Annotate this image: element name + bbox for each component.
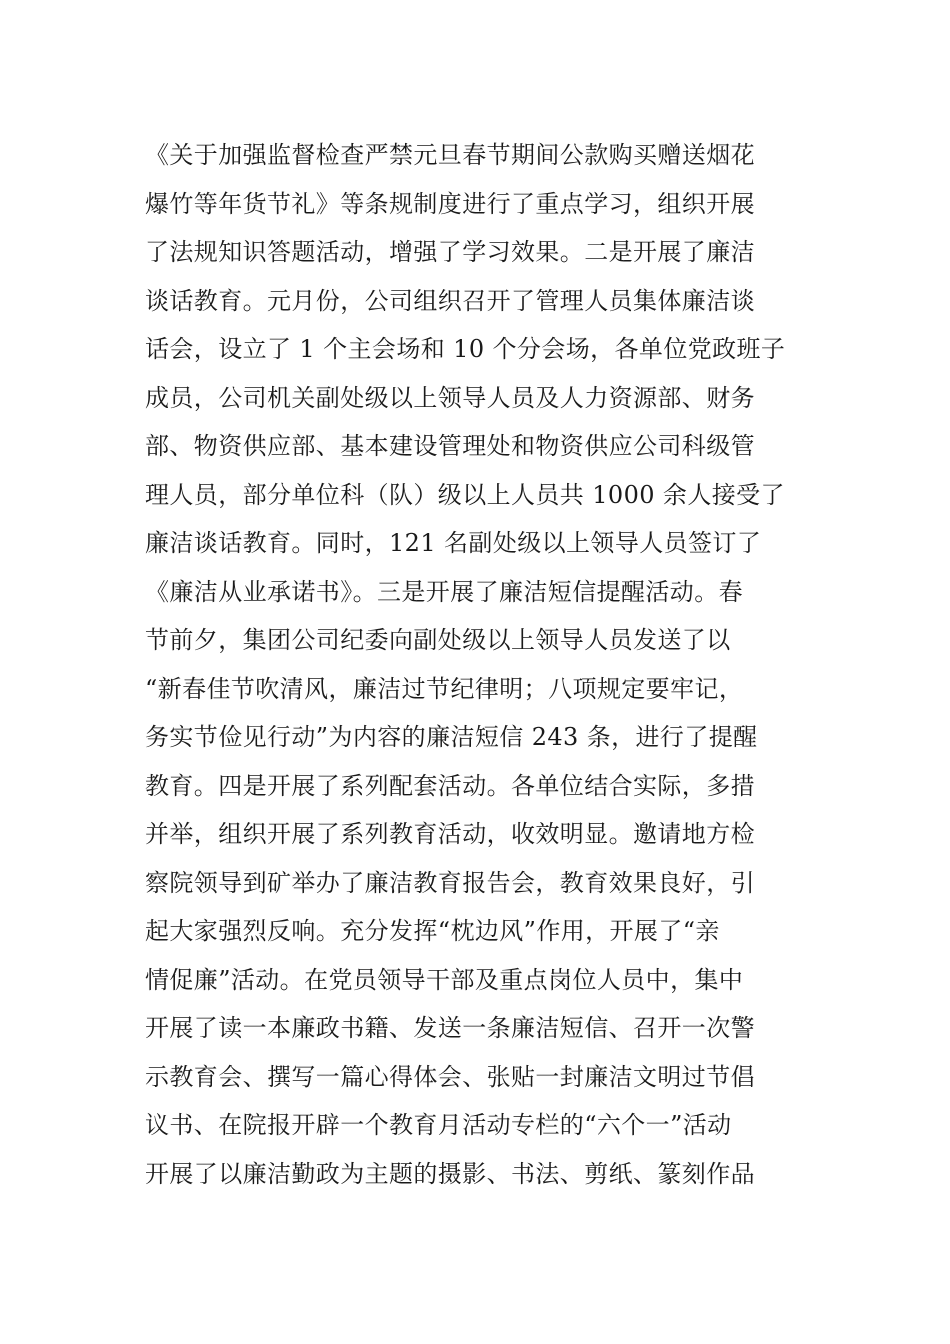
text-line: 部、物资供应部、基本建设管理处和物资供应公司科级管 [145, 432, 755, 460]
text-line: 理人员，部分单位科（队）级以上人员共 1000 余人接受了 [145, 480, 785, 509]
text-line: 谈话教育。元月份，公司组织召开了管理人员集体廉洁谈 [145, 286, 755, 315]
text-line: 爆竹等年货节礼》等条规制度进行了重点学习，组织开展 [145, 189, 755, 218]
text-line: 察院领导到矿举办了廉洁教育报告会，教育效果良好，引 [145, 868, 755, 897]
text-line: 情促廉”活动。在党员领导干部及重点岗位人员中，集中 [145, 965, 744, 994]
body-text [145, 131, 815, 1198]
text-line: 议书、在院报开辟一个教育月活动专栏的“六个一”活动 [145, 1111, 732, 1139]
text-line: “新春佳节吹清风，廉洁过节纪律明；八项规定要牢记， [145, 674, 744, 703]
text-line: 起大家强烈反响。充分发挥“枕边风”作用，开展了“亲 [145, 917, 720, 945]
text-line: 《关于加强监督检查严禁元旦春节期间公款购买赠送烟花 [145, 141, 755, 169]
text-line: 话会，设立了 1 个主会场和 10 个分会场，各单位党政班子 [145, 335, 786, 363]
text-line: 开展了以廉洁勤政为主题的摄影、书法、剪纸、篆刻作品 [145, 1159, 755, 1188]
text-line: 节前夕，集团公司纪委向副处级以上领导人员发送了以 [145, 626, 731, 654]
text-line: 《廉洁从业承诺书》。三是开展了廉洁短信提醒活动。春 [145, 577, 743, 606]
text-line: 开展了读一本廉政书籍、发送一条廉洁短信、召开一次警 [145, 1014, 755, 1042]
text-line: 教育。四是开展了系列配套活动。各单位结合实际，多措 [145, 771, 755, 800]
text-line: 务实节俭见行动”为内容的廉洁短信 243 条，进行了提醒 [145, 723, 758, 751]
text-line: 并举，组织开展了系列教育活动，收效明显。邀请地方检 [145, 820, 755, 848]
text-line: 了法规知识答题活动，增强了学习效果。二是开展了廉洁 [145, 238, 755, 266]
text-line: 示教育会、撰写一篇心得体会、张贴一封廉洁文明过节倡 [145, 1062, 755, 1091]
text-line: 廉洁谈话教育。同时，121 名副处级以上领导人员签订了 [145, 529, 762, 557]
text-line: 成员，公司机关副处级以上领导人员及人力资源部、财务 [145, 383, 755, 412]
